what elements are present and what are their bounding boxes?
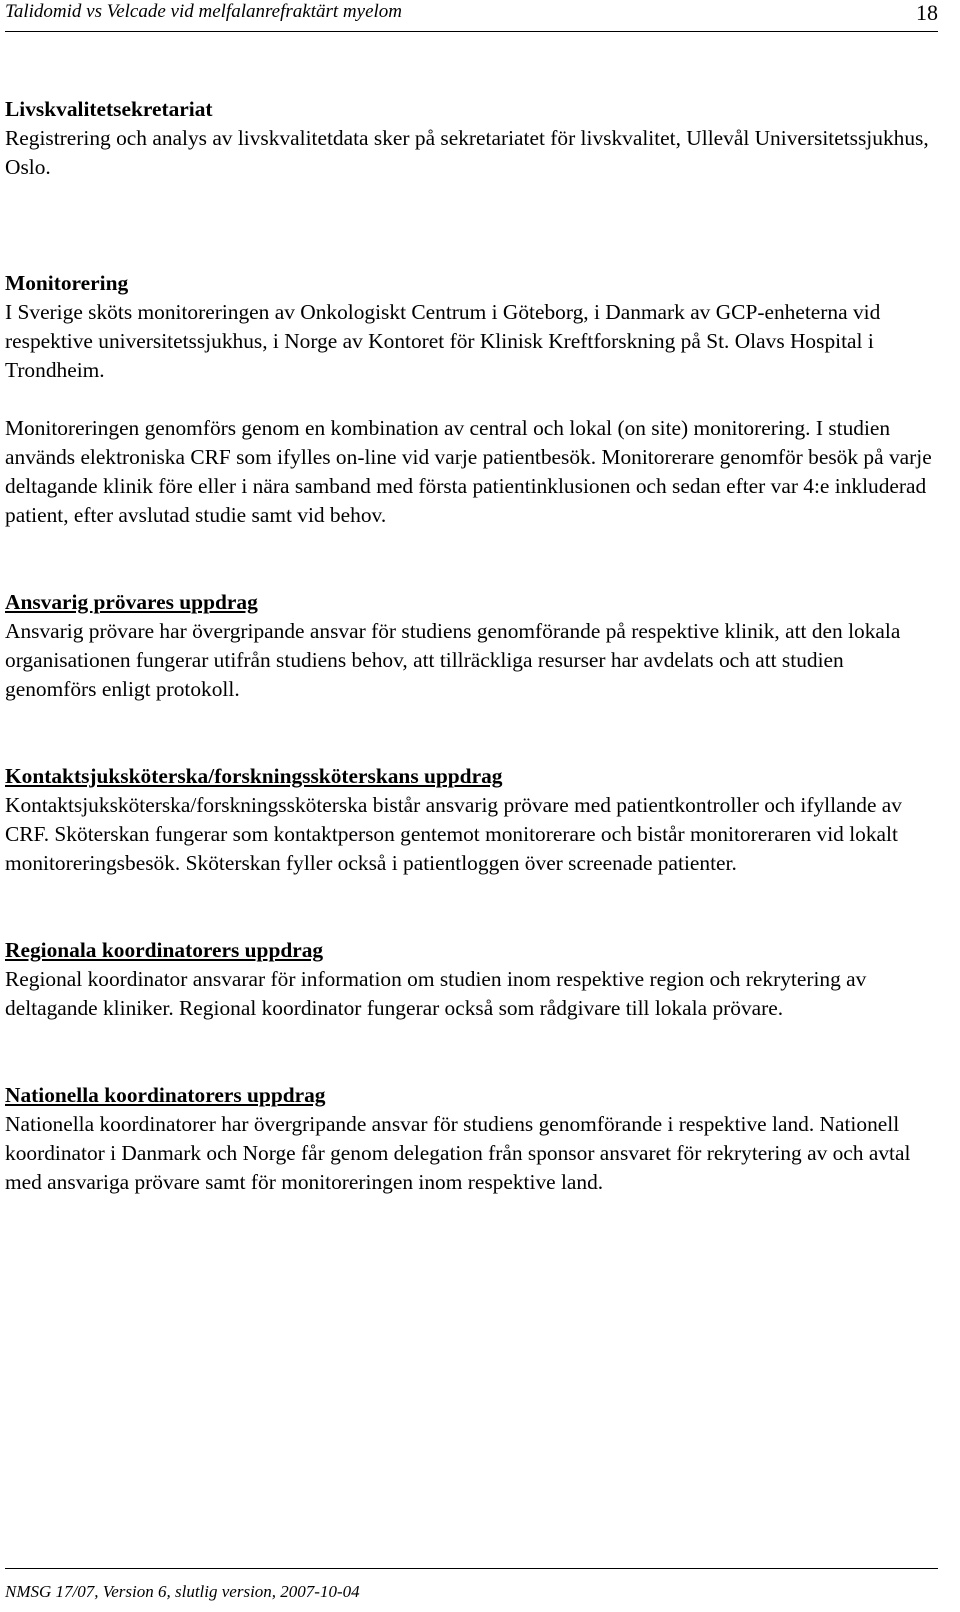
page-footer bbox=[0, 1568, 960, 1612]
header-divider bbox=[5, 31, 938, 32]
footer-divider bbox=[5, 1568, 938, 1569]
section-livskvalitet bbox=[5, 95, 940, 182]
document-body bbox=[5, 95, 940, 1197]
section-body-nationell: Nationella koordinatorer har övergripande ansvar för studiens genomförande i respektive land. Nationell koordinator i Danmark och Norge får genom delegation från sponsor ansvaret för rekrytering av och avtal med ansvariga prövare samt för monitoreringen inom respektive land. bbox=[5, 1112, 911, 1194]
section-body-kontakt: Kontaktsjuksköterska/forskningssköterska bistår ansvarig prövare med patientkontroller och ifyllande av CRF. Sköterskan fungerar som kontaktperson gentemot monitorerare och bistår monitoreraren vid lokalt monitoreringsbesök. Sköterskan fyller också i patientloggen över screenade patienter. bbox=[5, 793, 902, 875]
header-title: Talidomid vs Velcade vid melfalanrefraktärt myelom bbox=[5, 1, 403, 22]
section-kontakt bbox=[5, 762, 940, 878]
section-title-regional: Regionala koordinatorers uppdrag bbox=[5, 938, 324, 962]
section-title-kontakt: Kontaktsjuksköterska/forskningssköterskans uppdrag bbox=[5, 764, 503, 788]
footer-text: NMSG 17/07, Version 6, slutlig version, 2007-10-04 bbox=[5, 1582, 360, 1601]
page-number: 18 bbox=[916, 0, 938, 25]
section-title-livskvalitet: Livskvalitetsekretariat bbox=[5, 97, 213, 121]
section-nationell bbox=[5, 1081, 940, 1197]
section-ansvarig bbox=[5, 588, 940, 704]
section-body-ansvarig: Ansvarig prövare har övergripande ansvar för studiens genomförande på respektive klinik, att den lokala organisationen fungerar utifrån studiens behov, att tillräckliga resurser har avdelats och att studien genomförs enligt protokoll. bbox=[5, 619, 901, 701]
page-header bbox=[0, 0, 960, 40]
section-body-livskvalitet: Registrering och analys av livskvalitetdata sker på sekretariatet för livskvalitet, Ullevål Universitetssjukhus, Oslo. bbox=[5, 126, 929, 179]
section-monitorering bbox=[5, 269, 940, 530]
section-regional bbox=[5, 936, 940, 1023]
section-title-monitorering: Monitorering bbox=[5, 271, 129, 295]
section-body-monitorering-1: I Sverige sköts monitoreringen av Onkologiskt Centrum i Göteborg, i Danmark av GCP-enheterna vid respektive universitetssjukhus, i Norge av Kontoret för Klinisk Kreftforskning på St. Olavs Hospital i Trondheim. bbox=[5, 300, 881, 382]
section-title-ansvarig: Ansvarig prövares uppdrag bbox=[5, 590, 258, 614]
section-title-nationell: Nationella koordinatorers uppdrag bbox=[5, 1083, 326, 1107]
section-body-monitorering-2: Monitoreringen genomförs genom en kombination av central och lokal (on site) monitorering. I studien används elektroniska CRF som ifylles on-line vid varje patientbesök. Monitorerare genomför besök på varje deltagande klinik före eller i nära samband med första patientinklusionen och sedan efter var 4:e inkluderad patient, efter avslutad studie samt vid behov. bbox=[5, 416, 932, 527]
section-body-regional: Regional koordinator ansvarar för information om studien inom respektive region och rekrytering av deltagande kliniker. Regional koordinator fungerar också som rådgivare till lokala prövare. bbox=[5, 967, 867, 1020]
